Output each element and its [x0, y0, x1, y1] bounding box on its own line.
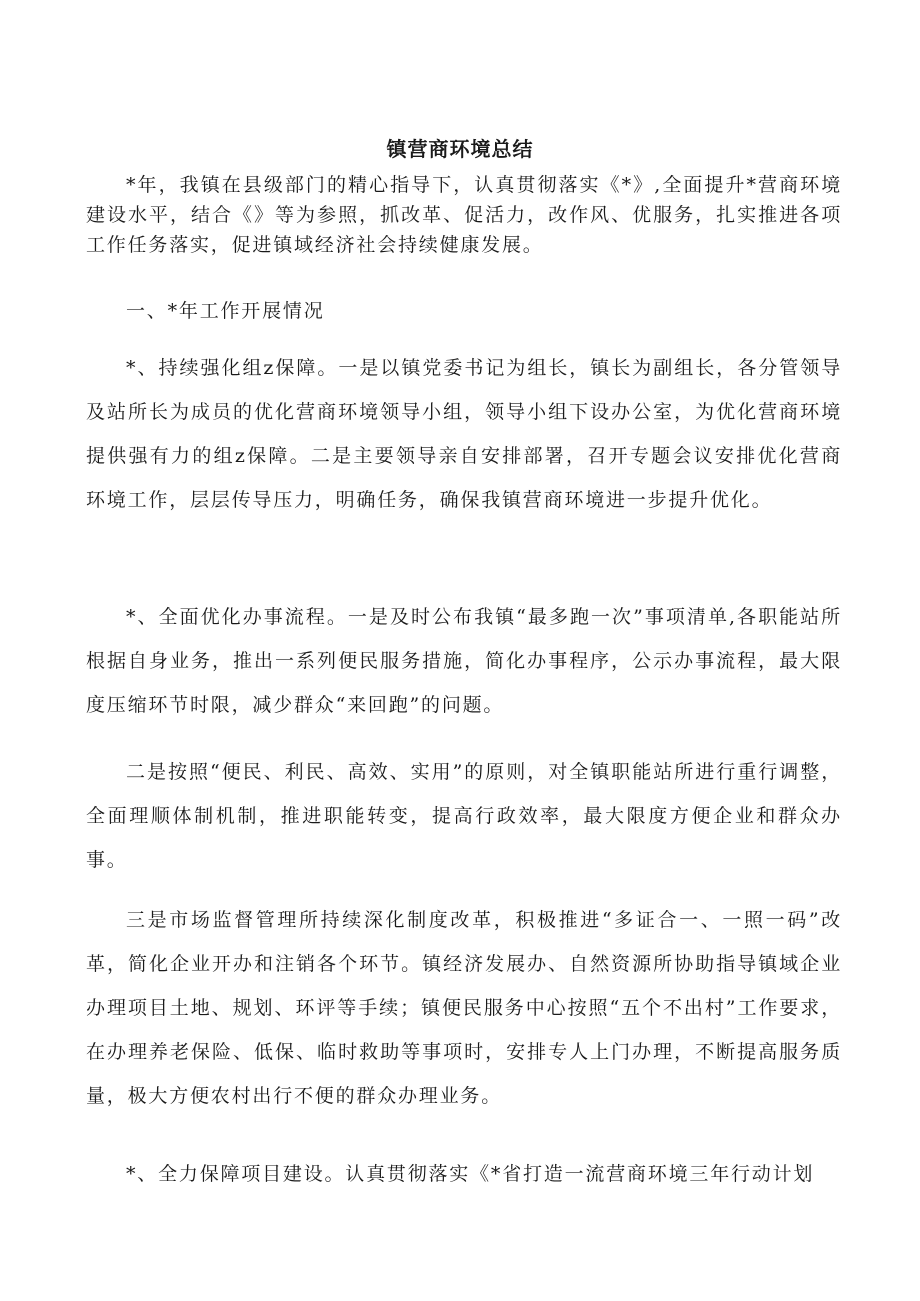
section-heading: 一、*年工作开展情况 [126, 300, 325, 322]
paragraph-project-construction: *、全力保障项目建设。认真贯彻落实《*省打造一流营商环境三年行动计划 [126, 1163, 815, 1185]
paragraph-restructure: 二是按照“便民、利民、高效、实用”的原则，对全镇职能站所进行重行调整，全面理顺体制机制，推进职能转变，提高行政效率，最大限度方便企业和群众办事。 [86, 761, 842, 871]
paragraph-market-reform: 三是市场监督管理所持续深化制度改革，积极推进“多证合一、一照一码”改革，简化企业开办和注销各个环节。镇经济发展办、自然资源所协助指导镇域企业办理项目土地、规划、环评等手续；镇便民服务中心按照“五个不出村”工作要求，在办理养老保险、低保、临时救助等事项时，安排专人上门办理，不断提高服务质量，极大方便农村出行不便的群众办理业务。 [86, 909, 842, 1107]
paragraph-optimize-process: *、全面优化办事流程。一是及时公布我镇“最多跑一次”事项清单,各职能站所根据自身业务，推出一系列便民服务措施，简化办事程序，公示办事流程，最大限度压缩环节时限，减少群众“来回跑”的问题。 [86, 606, 842, 716]
document-title: 镇营商环境总结 [386, 137, 534, 161]
intro-paragraph: *年，我镇在县级部门的精心指导下，认真贯彻落实《*》,全面提升*营商环境建设水平，结合《》等为参照，抓改革、促活力，改作风、优服务，扎实推进各项工作任务落实，促进镇域经济社会持续健康发展。 [86, 174, 842, 256]
paragraph-organization-guarantee: *、持续强化组z保障。一是以镇党委书记为组长，镇长为副组长，各分管领导及站所长为成员的优化营商环境领导小组，领导小组下设办公室，为优化营商环境提供强有力的组z保障。二是主要领导亲自安排部署，召开专题会议安排优化营商环境工作，层层传导压力，明确任务，确保我镇营商环境进一步提升优化。 [86, 357, 842, 511]
